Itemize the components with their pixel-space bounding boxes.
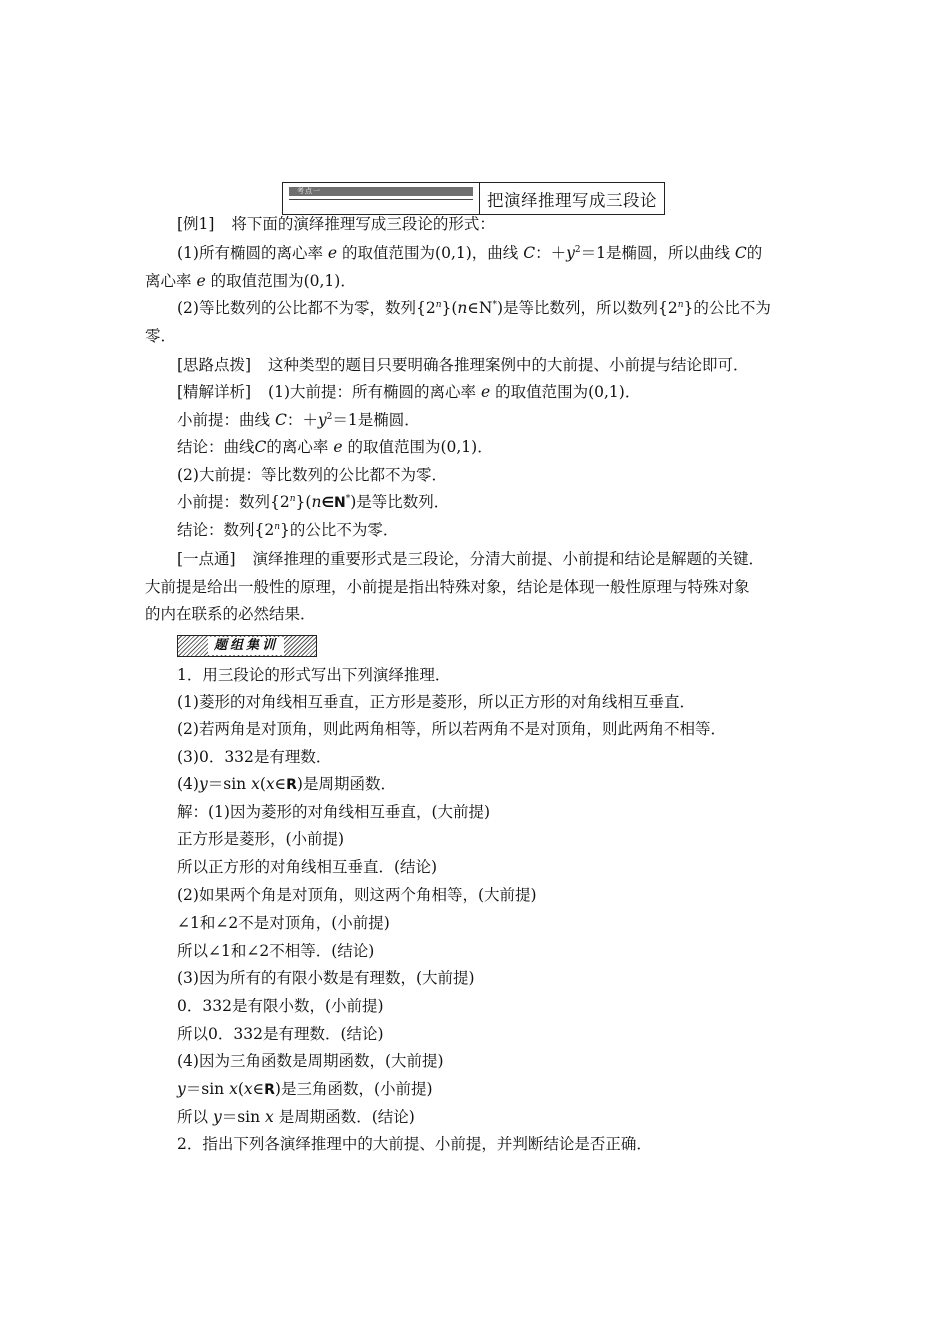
section-tag <box>283 183 480 214</box>
answer-line8: 0．332是有限小数，(小前提) <box>177 997 384 1015</box>
answer-line1: 解：(1)因为菱形的对角线相互垂直，(大前提) <box>177 803 491 821</box>
practice-q1: 1．用三段论的形式写出下列演绎推理． <box>177 666 451 684</box>
summary-line2: 大前提是给出一般性的原理，小前提是指出特殊对象，结论是体现一般性原理与特殊对象 <box>145 578 750 596</box>
hint-label: [思路点拨] <box>177 356 252 374</box>
solution-line2: 小前提：曲线 C：$+y^2=1$是椭圆． <box>177 411 420 429</box>
solution-line5: 小前提：数列{2$^n$}(n∈N*)是等比数列． <box>177 493 450 511</box>
solution-line4: (2)大前提：等比数列的公比都不为零． <box>177 466 447 484</box>
hint-line <box>177 355 749 375</box>
answer-line6: 所以∠1和∠2不相等．(结论) <box>177 942 375 960</box>
solution-label: [精解详析] <box>177 383 252 401</box>
section-tag-label: 考点一 <box>297 187 321 195</box>
answer-line4: (2)如果两个角是对顶角，则这两个角相等，(大前提) <box>177 886 537 904</box>
example-q1-line1: (1)所有椭圆的离心率 e 的取值范围为(0,1)，曲线 C：$+y^2=1$是椭圆，所以曲线 C的 <box>177 244 763 262</box>
hint-text: 这种类型的题目只要明确各推理案例中的大前提、小前提与结论即可． <box>268 356 749 374</box>
summary-label: [一点通] <box>177 550 236 568</box>
answer-line11: y＝sin x(x∈R)是三角函数，(小前提) <box>177 1080 433 1098</box>
answer-line3: 所以正方形的对角线相互垂直．(结论) <box>177 858 438 876</box>
section-tag-strip <box>289 187 473 196</box>
example-header <box>177 214 495 234</box>
example-q2-line2: 零． <box>145 327 177 345</box>
solution-line3: 结论：曲线C的离心率 e 的取值范围为(0,1)． <box>177 438 493 456</box>
answer-line9: 所以0．332是有理数．(结论) <box>177 1025 384 1043</box>
solution-line1: [精解详析] (1)大前提：所有椭圆的离心率 e 的取值范围为(0,1)． <box>177 383 641 401</box>
answer-line2: 正方形是菱形，(小前提) <box>177 830 345 848</box>
practice-q2: 2．指出下列各演绎推理中的大前提、小前提，并判断结论是否正确． <box>177 1135 652 1153</box>
practice-q1-4: (4)y＝sin x(x∈R)是周期函数． <box>177 775 396 793</box>
section-tag-rule <box>289 199 473 200</box>
example-q1-line2: 离心率 e 的取值范围为(0,1)． <box>145 272 356 290</box>
summary-line3: 的内在联系的必然结果． <box>145 605 316 623</box>
summary-line1: [一点通] 演绎推理的重要形式是三段论，分清大前提、小前提和结论是解题的关键． <box>177 550 765 568</box>
practice-q1-3: (3)0．332是有理数． <box>177 748 332 766</box>
solution-line6: 结论：数列{2$^n$}的公比不为零． <box>177 521 399 539</box>
example-prompt: 将下面的演绎推理写成三段论的形式： <box>231 215 495 233</box>
section-title: 把演绎推理写成三段论 <box>487 190 657 210</box>
answer-line7: (3)因为所有的有限小数是有理数，(大前提) <box>177 969 475 987</box>
answer-line12: 所以 y＝sin x 是周期函数．(结论) <box>177 1108 415 1126</box>
answer-line5: ∠1和∠2不是对顶角，(小前提) <box>177 914 390 932</box>
practice-q1-2: (2)若两角是对顶角，则此两角相等，所以若两角不是对顶角，则此两角不相等． <box>177 720 726 738</box>
section-banner <box>282 182 665 215</box>
practice-badge-label: 题组集训 <box>208 637 284 655</box>
example-label: [例1] <box>177 215 215 233</box>
answer-line10: (4)因为三角函数是周期函数，(大前提) <box>177 1052 444 1070</box>
practice-q1-1: (1)菱形的对角线相互垂直，正方形是菱形，所以正方形的对角线相互垂直． <box>177 693 695 711</box>
practice-badge <box>177 635 317 657</box>
example-q2-line1: (2)等比数列的公比都不为零，数列{2$^n$}(n∈N*)是等比数列，所以数列{2$^n$}的公比不为 <box>177 299 771 317</box>
